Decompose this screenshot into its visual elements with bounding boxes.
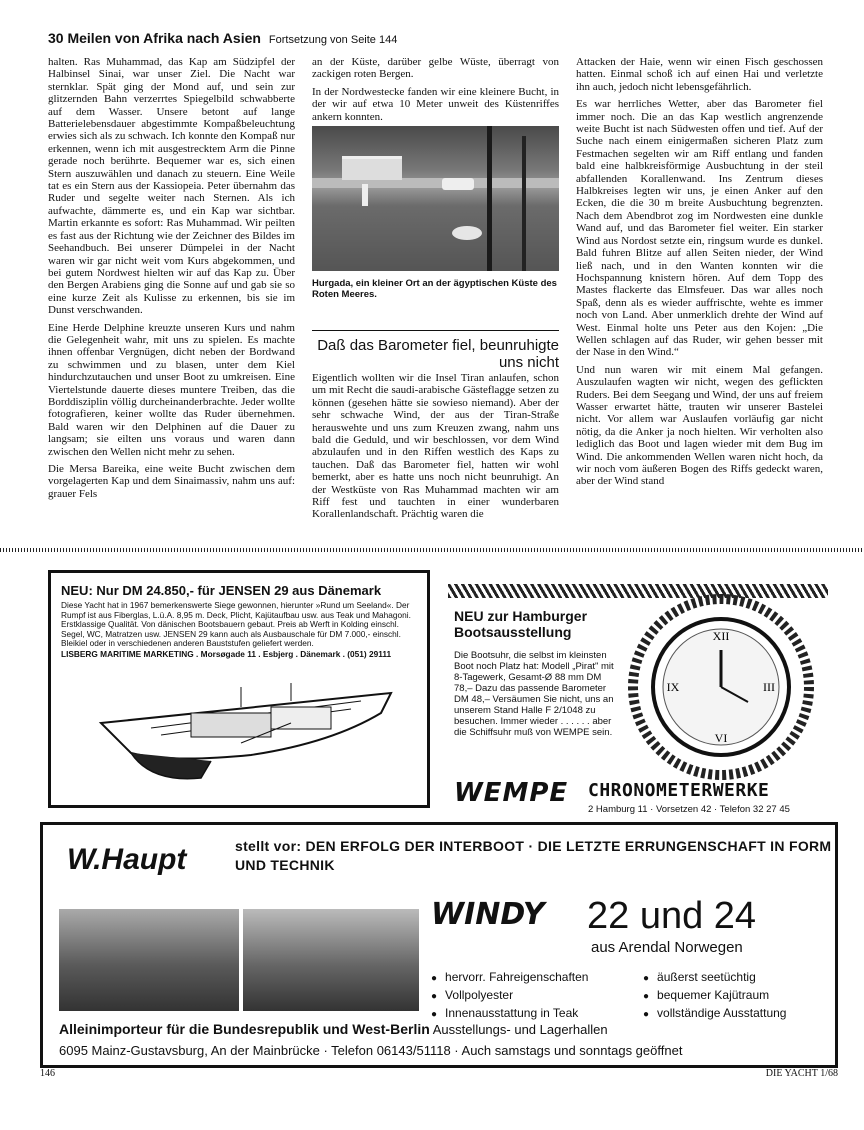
svg-text:VI: VI: [714, 731, 728, 745]
svg-text:IX: IX: [666, 680, 680, 694]
importer-name: Alleinimporteur für die Bundesrepublik und West-Berlin: [59, 1021, 430, 1037]
importer-extra: Ausstellungs- und Lagerhallen: [432, 1022, 608, 1037]
paragraph: Die Mersa Bareika, eine weite Bucht zwischen dem vorgelagerten Kap und dem Sinaimassiv, nahm uns auf: grauer Fels: [48, 463, 295, 500]
hurgada-photo: [312, 126, 559, 271]
magazine-name: DIE YACHT 1/68: [765, 1068, 838, 1079]
feature-item: ● hervorr. Fahreigenschaften: [431, 969, 588, 987]
article-header: [48, 30, 828, 50]
paragraph: an der Küste, darüber gelbe Wüste, überragt von zackigen roten Bergen.: [312, 56, 559, 81]
jensen-ad: [48, 570, 430, 808]
wempe-ad: [448, 570, 838, 815]
feature-item: ● Vollpolyester: [431, 987, 588, 1005]
features-left: [431, 969, 588, 1023]
svg-text:III: III: [763, 680, 775, 694]
section-divider: [0, 548, 864, 552]
column-3: [576, 56, 823, 493]
haupt-ad: [40, 822, 838, 1068]
subheadline: Daß das Barometer fiel, beunruhigte uns nicht: [312, 330, 559, 371]
photo-caption: Hurgada, ein kleiner Ort an der ägyptischen Küste des Roten Meeres.: [312, 278, 557, 300]
haupt-logo: W.Haupt: [67, 843, 187, 876]
article-title: 30 Meilen von Afrika nach Asien: [48, 30, 261, 46]
clock-image: [626, 592, 816, 782]
wempe-logo: WEMPE: [454, 778, 569, 808]
jensen-headline: NEU: Nur DM 24.850,- für JENSEN 29 aus Dänemark: [61, 583, 382, 598]
page-footer: [40, 1068, 838, 1079]
feature-item: ● Innenausstattung in Teak: [431, 1005, 588, 1023]
haupt-headline: stellt vor: DEN ERFOLG DER INTERBOOT · DIE LETZTE ERRUNGENSCHAFT IN FORM UND TECHNIK: [235, 838, 832, 873]
features-right: [643, 969, 786, 1023]
haupt-address: 6095 Mainz-Gustavsburg, An der Mainbrücke · Telefon 06143/51118 · Auch samstags und sonntags geöffnet: [59, 1043, 683, 1058]
boat-photo-2: [243, 909, 419, 1011]
paragraph: Und nun waren wir mit einem Mal gefangen. Auszulaufen wagten wir nicht, wegen des geflickten Ruders. Bei dem Seegang und Wind, der uns auf freiem Wasser erwartet hätte, trauten wir unserer Bastelei nicht. Vor allem war Auslaufen vorläufig gar nicht nötig, da die Anker ja noch hielten. Wir verholten also lediglich das Boot und lagen wieder mit dem Bug im Wind. Die ankommenden Wellen waren nicht hoch, da wir noch vom äußeren Bogen des Riffs gedeckt waren, aber der Wind stand: [576, 363, 823, 488]
wempe-address: 2 Hamburg 11 · Vorsetzen 42 · Telefon 32 27 45: [588, 804, 790, 815]
feature-item: ● äußerst seetüchtig: [643, 969, 786, 987]
paragraph: In der Nordwestecke fanden wir eine kleinere Bucht, in der wir auf etwa 10 Meter unweit des Küstenriffes ankern konnten.: [312, 85, 559, 123]
importer-line: [59, 1021, 608, 1037]
paragraph: Es war herrliches Wetter, aber das Barometer fiel immer noch. Die an das Kap westlich angrenzende weite Bucht ist nach Südwesten offen und tief. Auf der Suche nach einem einigermaßen sicheren Platz zum Festmachen segelten wir am Riff entlang und fanden bald eine halbkreisförmige Ausbuchtung in der steil abfallenden Korallenwand. Ins Zentrum dieses Halbkreises legten wir uns, je einen Anker auf den Ecken, die die 30 m breite Ausbuchtung begrenzten. Nach dem Abendbrot zog im Nordwesten eine dunkle Wand auf, und das Barometer fiel weiter. Ein starker Wind aus Nordost setzte ein, ringsum wurde es dunkel. Bald fuhren Blitze auf allen Seiten nieder, der Wind ließ nach, und in den Wanten konnten wir die Hochspannung knistern hören. Auf dem Topp des Mastes flackerte das Elmsfeuer. Das war alles noch Spaß, denn als es wieder auffrischte, wehte es immer noch von Land. Aber unmerklich drehte der Wind auf West. Einmal holte uns Peter aus den Kojen: „Die Wellen schlagen auf das Ruder, wir gehen besser mit der Nase in den Wind.“: [576, 98, 823, 359]
model-sizes: 22 und 24: [587, 895, 757, 937]
jensen-contact: LISBERG MARITIME MARKETING . Morsøgade 11 . Esbjerg . Dänemark . (051) 29111: [61, 648, 392, 659]
paragraph: Eine Herde Delphine kreuzte unseren Kurs und nahm die Gelegenheit wahr, mit uns zu spielen. Es machte ihnen offenbar Vergnügen, dicht neben der Bordwand zu schwimmen und zu blasen, unter dem Kiel hindurchzutauchen und unser Boot zu umkreisen. Eine Viertelstunde dauerte dieses muntere Treiben, das die Borddisziplin völlig durcheinanderbrachte. Jeder wollte fotografieren, keiner wollte das Ruder übernehmen. Bald waren wir den Delphinen auf die Dauer zu langsam; sie eilten uns voraus und waren dann zwischen den Wellen nicht mehr zu sehen.: [48, 321, 295, 458]
paragraph: Eigentlich wollten wir die Insel Tiran anlaufen, schon um mit Recht die saudi-arabische Gästeflagge setzen zu können (gesehen hätte sie sowieso niemand). Aber der sehr schwache Wind, der aus der Tiran-Straße herauswehte und uns zum Kreuzen zwang, nahm uns bald die Geduld, und wir beschlossen, vor dem Wind abzulaufen und in den Riffen westlich des Kaps zu tauchen. Daß das Barometer fiel, hatten wir wohl bemerkt, aber es hatte uns noch nicht beunruhigt. An der Westküste von Ras Muhammad machten wir am Riff fest und tauchten in einer wunderbaren Korallenlandschaft. Prächtig waren die: [312, 372, 559, 521]
column-1: [48, 56, 295, 505]
column-2-bottom: [312, 372, 559, 526]
model-origin: aus Arendal Norwegen: [591, 939, 743, 956]
svg-text:XII: XII: [712, 629, 730, 643]
windy-logo: WINDY: [431, 897, 545, 932]
feature-item: ● vollständige Ausstattung: [643, 1005, 786, 1023]
continuation-note: Fortsetzung von Seite 144: [268, 34, 398, 46]
yacht-drawing: [91, 683, 411, 793]
wempe-headline: NEU zur Hamburger Bootsausstellung: [454, 608, 588, 640]
column-2-top: [312, 56, 559, 128]
paragraph: Attacken der Haie, wenn wir einen Fisch geschossen hatten. Einmal schoß ich auf einen Hai und verletzte ihn auch, jedoch nicht lebensgefährlich.: [576, 56, 823, 93]
page-number: 146: [40, 1068, 55, 1079]
feature-item: ● bequemer Kajütraum: [643, 987, 786, 1005]
paragraph: halten. Ras Muhammad, das Kap am Südzipfel der Halbinsel Sinai, war unser Ziel. Die Nacht war sternklar. Spät ging der Mond auf, und sein zur glitzernden Bahn verzerrtes Spiegelbild schwabberte auf dem Wasser. Unsere betont auf lange Batterielebensdauer abgestimmte Kompaßbeleuchtung erwies sich als zu schwach. Ich konnte den Kompaß nur erkennen, wenn ich mit ausgestrecktem Arm die Pinne gerade noch berührte. Bequemer war es, sich einen Stern auszuwählen und danach zu steuern. Eine Weile tat es ein Stern aus der Kassiopeia. Peter übernahm das Ruder und segelte weiter nach Sternen. Als ich aufwachte, dämmerte es, und ein Kap war sichtbar. Martin erkannte es sofort: Ras Muhammad. Wir peilten es fast aus der Richtung wie der Zeichner des Bildes im Seehandbuch. Bei unserer Dümpelei in der Nacht waren wir gar nicht weit vom Kurs abgekommen, und bei gutem Nordwest hielten wir auf das Kap zu. Über den Bergen Arabiens ging die Sonne auf und gab sie so eine kurze Zeit als Kulisse zu erkennen, bis sie im Dunst verschwanden.: [48, 56, 295, 317]
wempe-brand: CHRONOMETERWERKE: [588, 780, 770, 801]
wempe-body: Die Bootsuhr, die selbst im kleinsten Boot noch Platz hat: Modell „Pirat" mit 8-Tagewerk, Gesamt-Ø 88 mm DM 78,– Dazu das passende Barometer DM 48,– Versäumen Sie nicht, uns an unserem Stand Halle F 2/1048 zu besuchen. Immer wieder . . . . . . aber die Schiffsuhr muß von WEMPE sein.: [454, 650, 614, 738]
boat-photo-1: [59, 909, 239, 1011]
jensen-body: Diese Yacht hat in 1967 bemerkenswerte Siege gewonnen, hierunter »Rund um Seeland«. Der Rumpf ist aus Fiberglas, L.ü.A. 8,95 m. Deck, Plicht, Kajütaufbau usw. aus Teak und Mahagoni. Erstklassige Qualität. Von dänischen Bootsbauern gebaut. Preis ab Werft in Kolding einschl. Segel, WC, Matratzen usw. JENSEN 29 kann auch als Ausbauschale für DM 7.000,- einschl. Bleikiel oder in verschiedenen anderen Bauststufen geliefert werden.: [61, 600, 411, 649]
